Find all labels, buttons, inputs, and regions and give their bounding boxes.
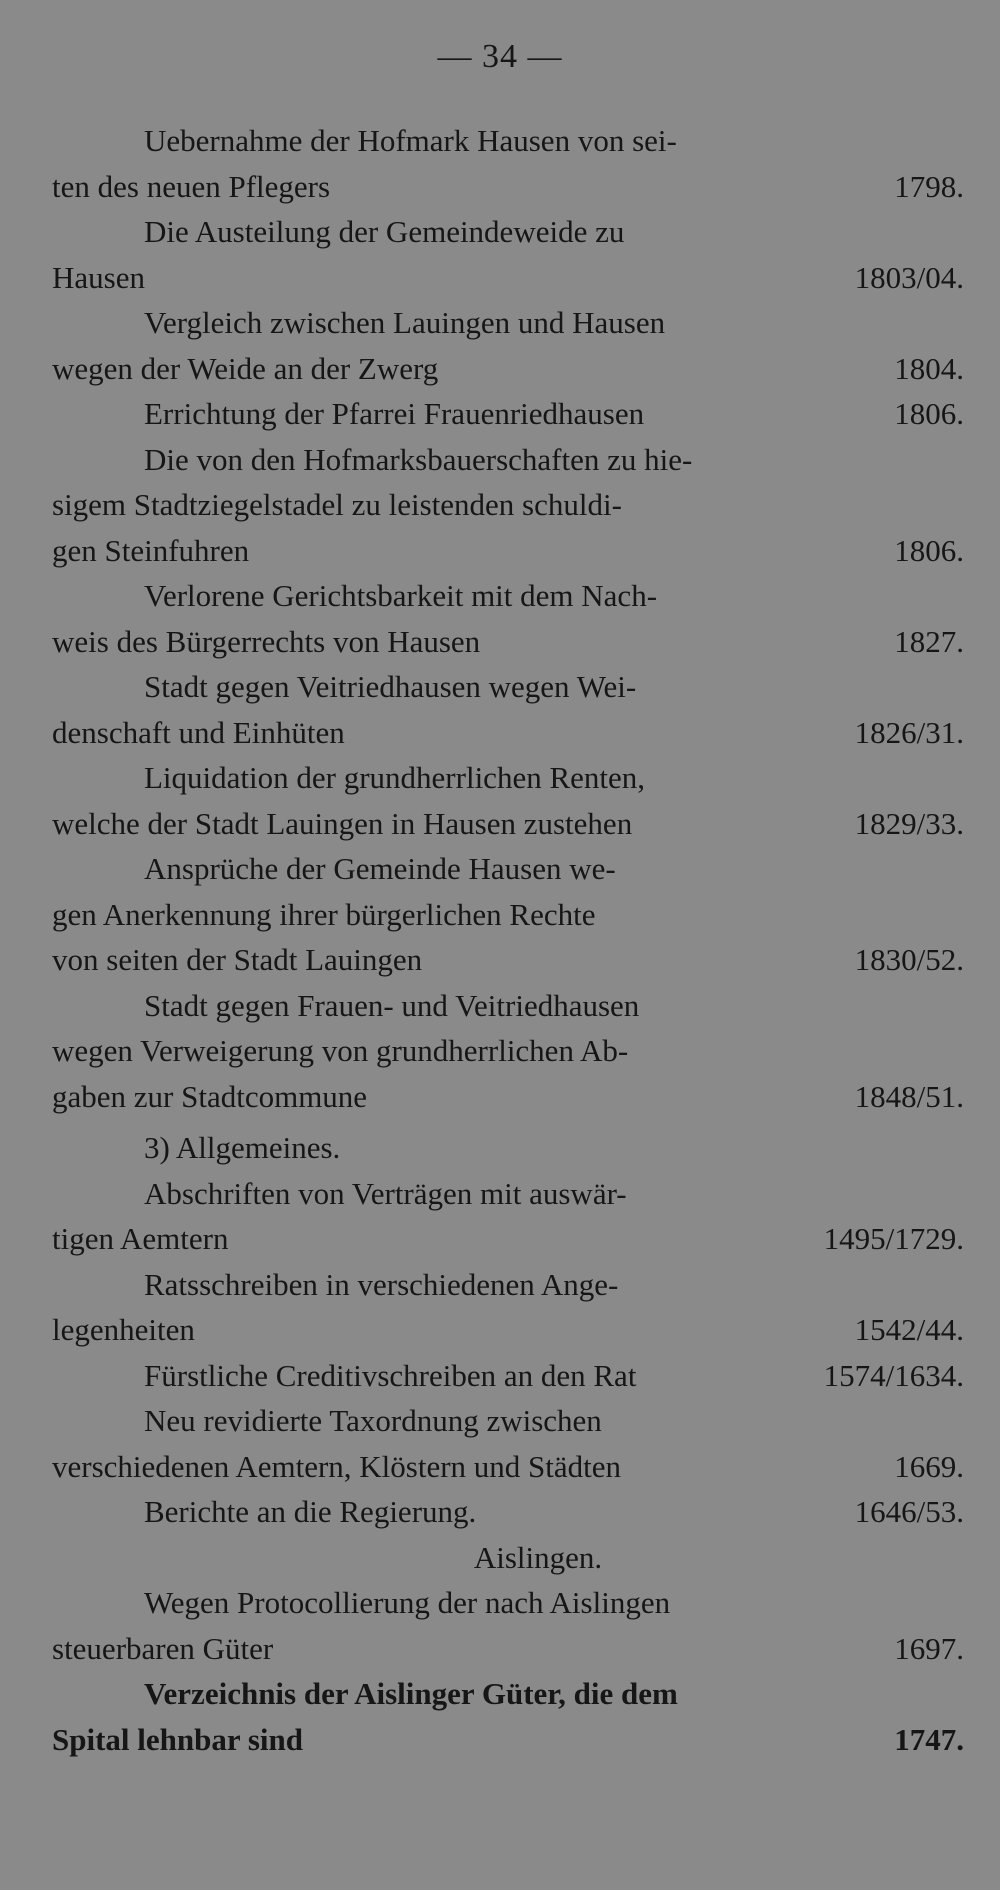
entry-year: 1669. <box>894 1448 964 1484</box>
archive-entry <box>52 664 964 755</box>
archive-entry <box>52 755 964 846</box>
entry-text-line: Verzeichnis der Aislinger Güter, die dem <box>144 1676 678 1711</box>
entry-text-line: Ansprüche der Gemeinde Hausen we- <box>144 851 616 886</box>
entry-text-line: Verlorene Gerichtsbarkeit mit dem Nach- <box>144 578 658 613</box>
archive-entry <box>52 846 964 983</box>
entries-part-2 <box>52 1171 964 1535</box>
entry-text-line: steuerbaren Güter <box>52 1630 274 1666</box>
archive-list <box>52 118 964 1762</box>
entry-text-line: wegen Verweigerung von grundherrlichen Ab- <box>52 1033 629 1068</box>
entry-text-line: Stadt gegen Veitriedhausen wegen Wei- <box>144 669 637 704</box>
archive-entry <box>52 1262 964 1353</box>
entry-year: 1848/51. <box>854 1078 964 1114</box>
entry-text-line: Stadt gegen Frauen- und Veitriedhausen <box>144 987 640 1023</box>
entry-text-line: Spital lehnbar sind <box>52 1721 303 1757</box>
entry-text-line: Abschriften von Verträgen mit auswär- <box>144 1175 627 1211</box>
entry-text-line: Errichtung der Pfarrei Frauenriedhausen <box>144 396 645 431</box>
entry-year: 1826/31. <box>854 714 964 750</box>
archive-entry <box>52 573 964 664</box>
archive-entry <box>52 1671 964 1762</box>
archive-entry <box>52 1353 964 1399</box>
entries-part-3 <box>52 1580 964 1762</box>
entry-text-line: Hausen <box>52 259 145 295</box>
entry-text-line: gen Anerkennung ihrer bürgerlichen Rechte <box>52 896 596 932</box>
entry-year: 1574/1634. <box>823 1357 964 1393</box>
entry-year: 1646/53. <box>854 1494 964 1529</box>
entry-text-line: Neu revidierte Taxordnung zwischen <box>144 1403 602 1438</box>
entry-year: 1827. <box>894 623 964 659</box>
entries-part-1 <box>52 118 964 1119</box>
entry-text-line: Berichte an die Regierung. <box>144 1494 477 1529</box>
archive-entry <box>52 300 964 391</box>
entry-text-line: weis des Bürgerrechts von Hausen <box>52 623 481 659</box>
entry-text-line: gaben zur Stadtcommune <box>52 1078 368 1114</box>
place-heading: Aislingen. <box>473 1539 603 1575</box>
entry-text-line: Uebernahme der Hofmark Hausen von sei- <box>144 123 677 158</box>
entry-text-line: sigem Stadtziegelstadel zu leistenden schuldi- <box>52 487 622 522</box>
entry-text-line: Fürstliche Creditivschreiben an den Rat <box>144 1357 637 1393</box>
entry-text-line: Liquidation der grundherrlichen Renten, <box>144 760 646 795</box>
entry-text-line: von seiten der Stadt Lauingen <box>52 942 423 977</box>
archive-entry <box>52 1580 964 1671</box>
entry-text-line: Vergleich zwischen Lauingen und Hausen <box>144 305 666 340</box>
entry-text-line: ten des neuen Pflegers <box>52 168 331 204</box>
archive-entry <box>52 437 964 574</box>
entry-year: 1747. <box>894 1721 964 1757</box>
entry-text-line: welche der Stadt Lauingen in Hausen zustehen <box>52 805 633 841</box>
entry-year: 1829/33. <box>854 805 964 841</box>
archive-entry <box>52 983 964 1120</box>
entry-year: 1495/1729. <box>823 1221 964 1256</box>
entry-text-line: verschiedenen Aemtern, Klöstern und Städten <box>52 1448 622 1484</box>
entry-year: 1830/52. <box>854 942 964 977</box>
entry-text-line: Ratsschreiben in verschiedenen Ange- <box>144 1266 619 1302</box>
archive-entry <box>52 1489 964 1535</box>
entry-year: 1803/04. <box>854 259 964 295</box>
entry-text-line: denschaft und Einhüten <box>52 714 345 750</box>
archive-entry <box>52 1171 964 1262</box>
entry-year: 1697. <box>894 1630 964 1666</box>
entry-text-line: Die Austeilung der Gemeindeweide zu <box>144 214 625 249</box>
entry-year: 1804. <box>894 350 964 386</box>
archive-entry <box>52 1398 964 1489</box>
entry-year: 1542/44. <box>854 1312 964 1347</box>
archive-entry <box>52 209 964 300</box>
archive-entry <box>52 391 964 437</box>
entry-year: 1806. <box>894 532 964 568</box>
entry-text-line: Die von den Hofmarksbauerschaften zu hie- <box>144 441 693 477</box>
entry-text-line: Wegen Protocollierung der nach Aislingen <box>144 1585 671 1620</box>
entry-text-line: wegen der Weide an der Zwerg <box>52 350 439 386</box>
entry-text-line: gen Steinfuhren <box>52 532 250 568</box>
archive-entry <box>52 118 964 209</box>
entry-text-line: legenheiten <box>52 1312 195 1347</box>
section-heading: 3) Allgemeines. <box>144 1130 341 1165</box>
page-number: — 34 — <box>437 38 563 75</box>
entry-text-line: tigen Aemtern <box>52 1221 229 1256</box>
entry-year: 1798. <box>894 168 964 204</box>
entry-year: 1806. <box>894 396 964 431</box>
